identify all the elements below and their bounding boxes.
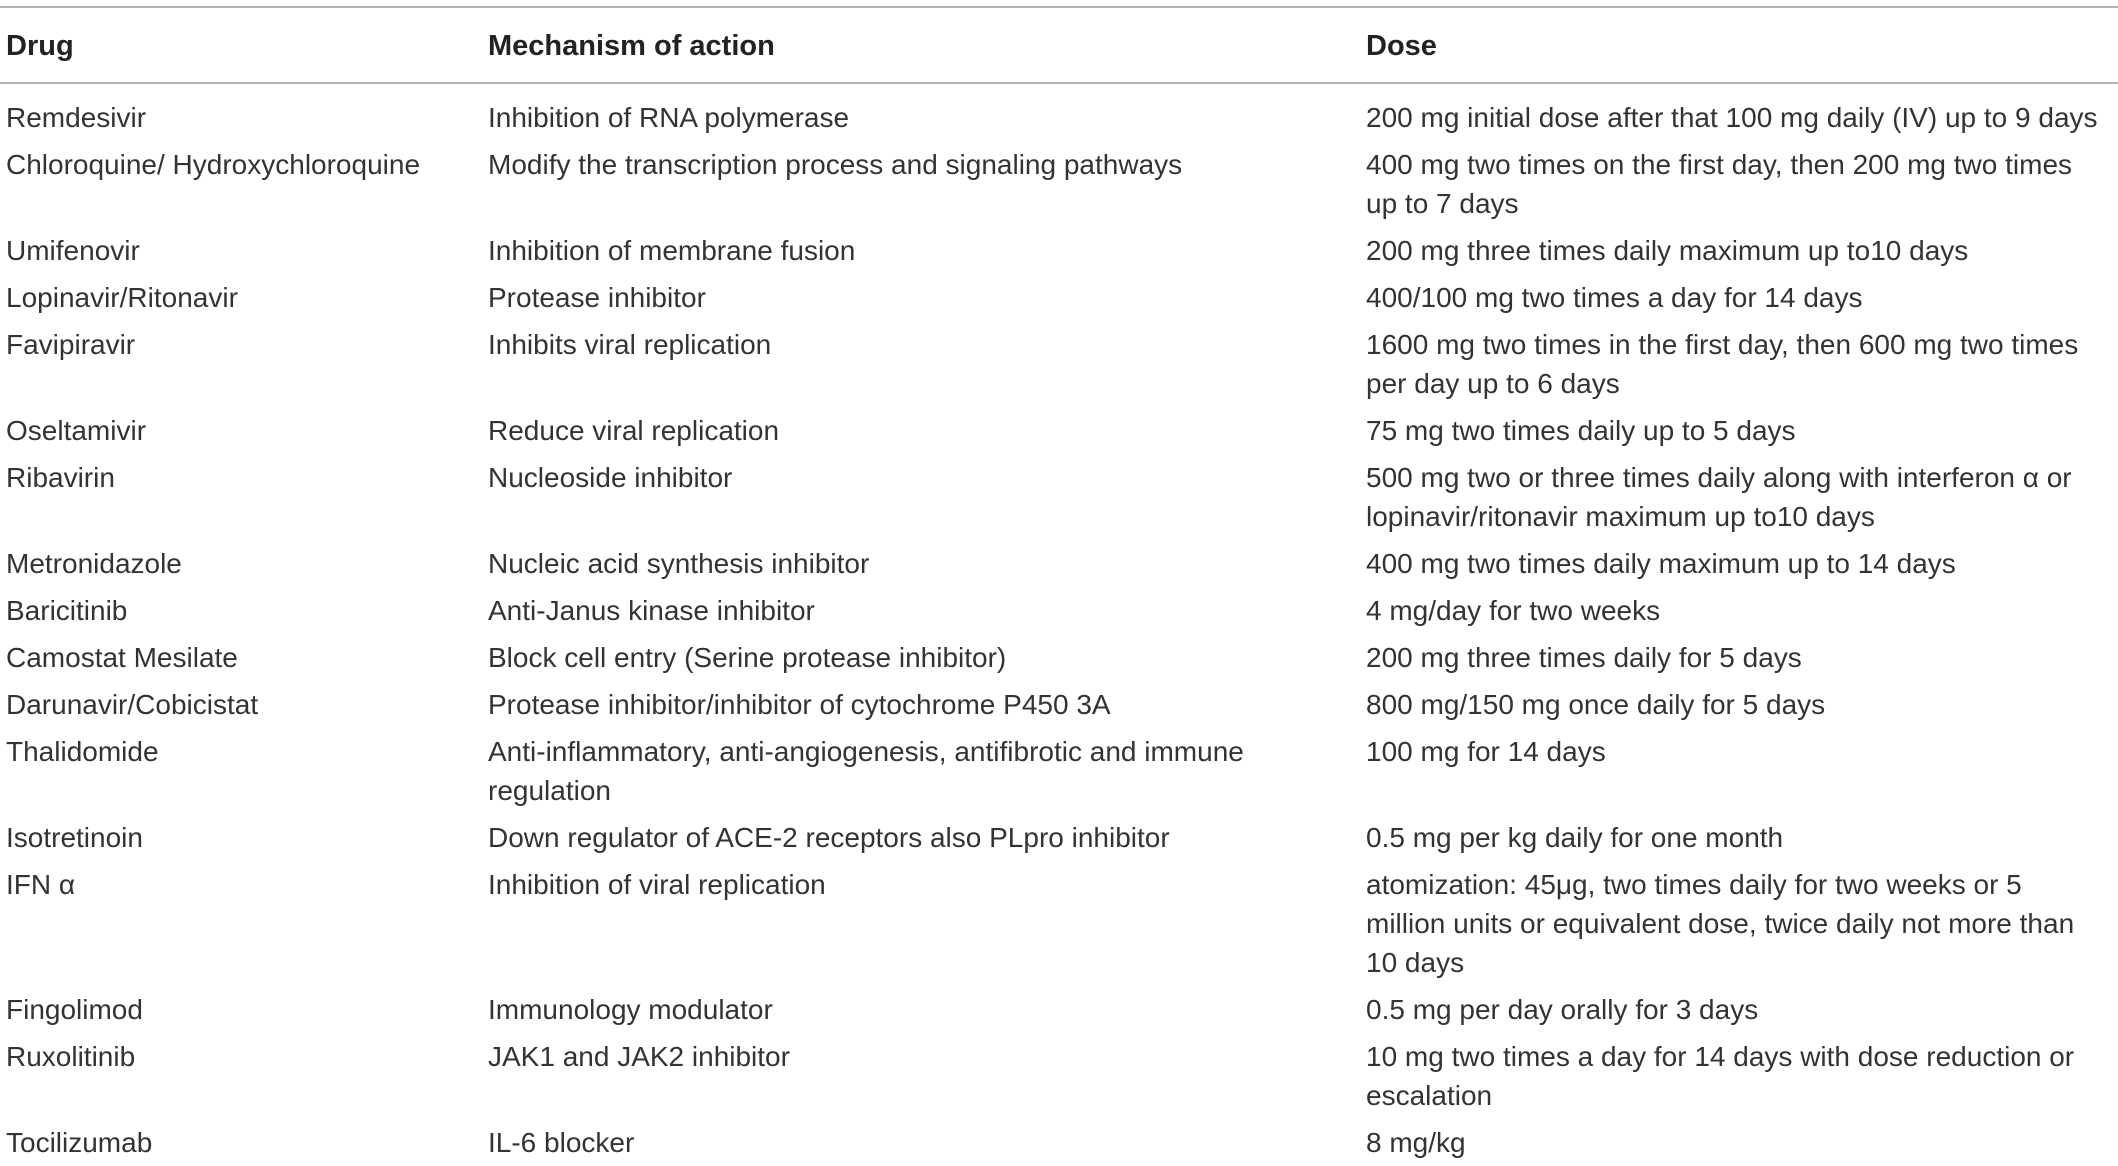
table-row [0, 1033, 2118, 1119]
table-row [0, 986, 2118, 1033]
cell-drug: Metronidazole [6, 548, 182, 579]
table-row [0, 141, 2118, 227]
cell-dose: 500 mg two or three times daily along with interferon α or lopinavir/ritonavir maximum up to10 days [1366, 462, 2072, 532]
table-row [0, 634, 2118, 681]
cell-dose: 0.5 mg per kg daily for one month [1366, 822, 1784, 853]
table-row [0, 227, 2118, 274]
cell-mechanism: Block cell entry (Serine protease inhibitor) [488, 642, 1007, 673]
cell-dose: 10 mg two times a day for 14 days with dose reduction or escalation [1366, 1041, 2075, 1111]
cell-drug: Thalidomide [6, 736, 159, 767]
cell-mechanism: Nucleic acid synthesis inhibitor [488, 548, 870, 579]
header-row [0, 7, 2118, 83]
drug-table [0, 6, 2118, 1164]
cell-mechanism: Inhibition of membrane fusion [488, 235, 856, 266]
table-row [0, 540, 2118, 587]
cell-mechanism: Immunology modulator [488, 994, 773, 1025]
table-row [0, 83, 2118, 141]
cell-dose: atomization: 45μg, two times daily for two weeks or 5 million units or equivalent dose, twice daily not more than 10 days [1366, 869, 2075, 978]
cell-mechanism: Nucleoside inhibitor [488, 462, 733, 493]
cell-drug: Favipiravir [6, 329, 136, 360]
cell-drug: Ribavirin [6, 462, 115, 493]
table-row [0, 1119, 2118, 1164]
header-drug: Drug [6, 30, 74, 62]
cell-drug: Umifenovir [6, 235, 140, 266]
table-row [0, 861, 2118, 986]
cell-dose: 8 mg/kg [1366, 1127, 1466, 1158]
cell-mechanism: Protease inhibitor [488, 282, 706, 313]
cell-mechanism: Inhibition of RNA polymerase [488, 102, 850, 133]
cell-drug: Lopinavir/Ritonavir [6, 282, 238, 313]
header-mechanism: Mechanism of action [488, 30, 775, 62]
table-row [0, 728, 2118, 814]
cell-drug: Darunavir/Cobicistat [6, 689, 259, 720]
cell-mechanism: Inhibition of viral replication [488, 869, 826, 900]
cell-dose: 800 mg/150 mg once daily for 5 days [1366, 689, 1826, 720]
cell-dose: 100 mg for 14 days [1366, 736, 1606, 767]
table-row [0, 814, 2118, 861]
table-body [0, 83, 2118, 1164]
table-row [0, 454, 2118, 540]
cell-mechanism: Protease inhibitor/inhibitor of cytochrome P450 3A [488, 689, 1111, 720]
cell-dose: 75 mg two times daily up to 5 days [1366, 415, 1796, 446]
cell-dose: 200 mg three times daily maximum up to10 days [1366, 235, 1969, 266]
drug-table-container [0, 6, 2118, 1164]
cell-dose: 400/100 mg two times a day for 14 days [1366, 282, 1863, 313]
cell-mechanism: JAK1 and JAK2 inhibitor [488, 1041, 790, 1072]
cell-mechanism: Anti-Janus kinase inhibitor [488, 595, 815, 626]
table-row [0, 407, 2118, 454]
cell-dose: 200 mg initial dose after that 100 mg daily (IV) up to 9 days [1366, 102, 2098, 133]
cell-drug: Fingolimod [6, 994, 143, 1025]
cell-drug: Oseltamivir [6, 415, 147, 446]
cell-drug: IFN α [6, 869, 76, 900]
table-row [0, 587, 2118, 634]
cell-dose: 400 mg two times daily maximum up to 14 days [1366, 548, 1956, 579]
table-row [0, 321, 2118, 407]
cell-drug: Tocilizumab [6, 1127, 153, 1158]
cell-drug: Camostat Mesilate [6, 642, 238, 673]
cell-dose: 1600 mg two times in the first day, then 600 mg two times per day up to 6 days [1366, 329, 2079, 399]
cell-mechanism: Inhibits viral replication [488, 329, 772, 360]
cell-mechanism: Reduce viral replication [488, 415, 780, 446]
table-header [0, 7, 2118, 83]
cell-drug: Chloroquine/ Hydroxychloroquine [6, 149, 421, 180]
cell-drug: Ruxolitinib [6, 1041, 136, 1072]
header-dose: Dose [1366, 30, 1437, 62]
table-row [0, 274, 2118, 321]
cell-dose: 0.5 mg per day orally for 3 days [1366, 994, 1759, 1025]
cell-dose: 400 mg two times on the first day, then 200 mg two times up to 7 days [1366, 149, 2073, 219]
cell-dose: 200 mg three times daily for 5 days [1366, 642, 1802, 673]
cell-mechanism: Down regulator of ACE-2 receptors also PLpro inhibitor [488, 822, 1170, 853]
table-row [0, 681, 2118, 728]
cell-mechanism: Modify the transcription process and signaling pathways [488, 149, 1183, 180]
cell-mechanism: IL-6 blocker [488, 1127, 635, 1158]
cell-drug: Remdesivir [6, 102, 147, 133]
cell-mechanism: Anti-inflammatory, anti-angiogenesis, antifibrotic and immune regulation [488, 736, 1244, 806]
cell-dose: 4 mg/day for two weeks [1366, 595, 1661, 626]
cell-drug: Baricitinib [6, 595, 128, 626]
cell-drug: Isotretinoin [6, 822, 143, 853]
